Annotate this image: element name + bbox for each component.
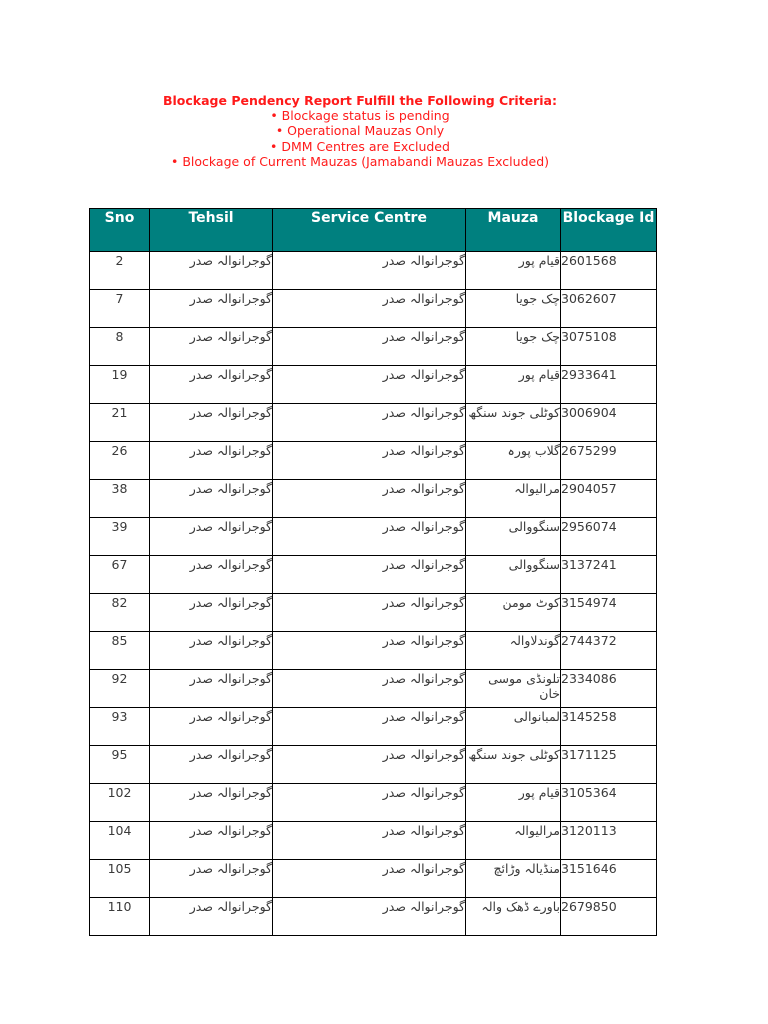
cell-blockage-id: 3154974 xyxy=(561,594,657,632)
table-row xyxy=(90,632,657,670)
cell-mauza: منڈیالہ وڑائچ xyxy=(466,860,561,898)
cell-tehsil: گوجرانوالہ صدر xyxy=(150,594,273,632)
cell-blockage-id: 2904057 xyxy=(561,480,657,518)
cell-blockage-id: 2679850 xyxy=(561,898,657,936)
cell-tehsil: گوجرانوالہ صدر xyxy=(150,290,273,328)
cell-service-centre: گوجرانوالہ صدر xyxy=(273,556,466,594)
cell-sno: 2 xyxy=(90,252,150,290)
cell-mauza: چک جویا xyxy=(466,290,561,328)
table-row xyxy=(90,746,657,784)
cell-tehsil: گوجرانوالہ صدر xyxy=(150,480,273,518)
cell-mauza: قیام پور xyxy=(466,252,561,290)
cell-blockage-id: 2334086 xyxy=(561,670,657,708)
cell-sno: 8 xyxy=(90,328,150,366)
cell-blockage-id: 3151646 xyxy=(561,860,657,898)
table-row xyxy=(90,898,657,936)
cell-sno: 105 xyxy=(90,860,150,898)
cell-service-centre: گوجرانوالہ صدر xyxy=(273,290,466,328)
criteria-item: • Operational Mauzas Only xyxy=(275,123,445,139)
cell-mauza: گوندلاوالہ xyxy=(466,632,561,670)
cell-sno: 92 xyxy=(90,670,150,708)
table-row xyxy=(90,442,657,480)
cell-tehsil: گوجرانوالہ صدر xyxy=(150,860,273,898)
cell-blockage-id: 3120113 xyxy=(561,822,657,860)
table-row xyxy=(90,328,657,366)
table-row xyxy=(90,670,657,708)
table-row xyxy=(90,556,657,594)
cell-tehsil: گوجرانوالہ صدر xyxy=(150,556,273,594)
cell-mauza: سنگووالی xyxy=(466,518,561,556)
cell-service-centre: گوجرانوالہ صدر xyxy=(273,252,466,290)
cell-service-centre: گوجرانوالہ صدر xyxy=(273,594,466,632)
cell-mauza: قیام پور xyxy=(466,366,561,404)
criteria-item: • Blockage of Current Mauzas (Jamabandi Mauzas Excluded) xyxy=(170,153,550,169)
table-row xyxy=(90,480,657,518)
cell-service-centre: گوجرانوالہ صدر xyxy=(273,746,466,784)
cell-mauza: باورے ڈھک والہ xyxy=(466,898,561,936)
criteria-item: • Blockage status is pending xyxy=(270,108,450,124)
cell-tehsil: گوجرانوالہ صدر xyxy=(150,518,273,556)
table-row xyxy=(90,860,657,898)
cell-service-centre: گوجرانوالہ صدر xyxy=(273,860,466,898)
cell-tehsil: گوجرانوالہ صدر xyxy=(150,746,273,784)
cell-blockage-id: 3145258 xyxy=(561,708,657,746)
cell-sno: 7 xyxy=(90,290,150,328)
column-header-tehsil: Tehsil xyxy=(150,209,273,252)
cell-mauza: قیام پور xyxy=(466,784,561,822)
table-row xyxy=(90,784,657,822)
cell-mauza: سنگووالی xyxy=(466,556,561,594)
cell-service-centre: گوجرانوالہ صدر xyxy=(273,822,466,860)
cell-service-centre: گوجرانوالہ صدر xyxy=(273,366,466,404)
cell-tehsil: گوجرانوالہ صدر xyxy=(150,328,273,366)
cell-blockage-id: 3075108 xyxy=(561,328,657,366)
cell-sno: 26 xyxy=(90,442,150,480)
cell-tehsil: گوجرانوالہ صدر xyxy=(150,708,273,746)
cell-blockage-id: 3171125 xyxy=(561,746,657,784)
cell-mauza: لمبانوالی xyxy=(466,708,561,746)
cell-service-centre: گوجرانوالہ صدر xyxy=(273,442,466,480)
cell-blockage-id: 2744372 xyxy=(561,632,657,670)
cell-blockage-id: 3105364 xyxy=(561,784,657,822)
cell-service-centre: گوجرانوالہ صدر xyxy=(273,404,466,442)
cell-tehsil: گوجرانوالہ صدر xyxy=(150,366,273,404)
cell-blockage-id: 2933641 xyxy=(561,366,657,404)
cell-mauza: کوٹلی جوند سنگھ xyxy=(466,404,561,442)
table-row xyxy=(90,404,657,442)
cell-sno: 82 xyxy=(90,594,150,632)
cell-tehsil: گوجرانوالہ صدر xyxy=(150,632,273,670)
cell-blockage-id: 3137241 xyxy=(561,556,657,594)
cell-mauza: تلونڈی موسی خان xyxy=(466,670,561,708)
cell-sno: 104 xyxy=(90,822,150,860)
cell-sno: 39 xyxy=(90,518,150,556)
cell-service-centre: گوجرانوالہ صدر xyxy=(273,670,466,708)
cell-tehsil: گوجرانوالہ صدر xyxy=(150,670,273,708)
criteria-block xyxy=(90,93,630,169)
criteria-heading: Blockage Pendency Report Fulfill the Following Criteria: xyxy=(163,93,557,108)
cell-tehsil: گوجرانوالہ صدر xyxy=(150,252,273,290)
cell-service-centre: گوجرانوالہ صدر xyxy=(273,708,466,746)
cell-sno: 85 xyxy=(90,632,150,670)
cell-sno: 67 xyxy=(90,556,150,594)
table-row xyxy=(90,822,657,860)
cell-sno: 21 xyxy=(90,404,150,442)
column-header-service-centre: Service Centre xyxy=(273,209,466,252)
cell-mauza: مرالیوالہ xyxy=(466,480,561,518)
cell-sno: 95 xyxy=(90,746,150,784)
cell-sno: 110 xyxy=(90,898,150,936)
cell-service-centre: گوجرانوالہ صدر xyxy=(273,328,466,366)
cell-tehsil: گوجرانوالہ صدر xyxy=(150,822,273,860)
cell-service-centre: گوجرانوالہ صدر xyxy=(273,480,466,518)
cell-mauza: گلاب پورہ xyxy=(466,442,561,480)
cell-blockage-id: 3062607 xyxy=(561,290,657,328)
blockage-table xyxy=(89,208,657,936)
cell-sno: 93 xyxy=(90,708,150,746)
cell-service-centre: گوجرانوالہ صدر xyxy=(273,632,466,670)
cell-tehsil: گوجرانوالہ صدر xyxy=(150,404,273,442)
column-header-sno: Sno xyxy=(90,209,150,252)
table-row xyxy=(90,708,657,746)
table-row xyxy=(90,252,657,290)
cell-service-centre: گوجرانوالہ صدر xyxy=(273,518,466,556)
table-row xyxy=(90,518,657,556)
cell-blockage-id: 2956074 xyxy=(561,518,657,556)
cell-mauza: کوٹلی جوند سنگھ xyxy=(466,746,561,784)
cell-mauza: کوٹ مومن xyxy=(466,594,561,632)
cell-sno: 102 xyxy=(90,784,150,822)
criteria-item: • DMM Centres are Excluded xyxy=(270,138,450,154)
cell-blockage-id: 2675299 xyxy=(561,442,657,480)
cell-mauza: مرالیوالہ xyxy=(466,822,561,860)
cell-blockage-id: 3006904 xyxy=(561,404,657,442)
cell-tehsil: گوجرانوالہ صدر xyxy=(150,898,273,936)
column-header-blockage-id: Blockage Id xyxy=(561,209,657,252)
table-header-row xyxy=(90,209,657,252)
column-header-mauza: Mauza xyxy=(466,209,561,252)
cell-blockage-id: 2601568 xyxy=(561,252,657,290)
cell-tehsil: گوجرانوالہ صدر xyxy=(150,784,273,822)
cell-service-centre: گوجرانوالہ صدر xyxy=(273,784,466,822)
table-row xyxy=(90,366,657,404)
cell-mauza: چک جویا xyxy=(466,328,561,366)
cell-sno: 38 xyxy=(90,480,150,518)
cell-sno: 19 xyxy=(90,366,150,404)
table-row xyxy=(90,594,657,632)
cell-service-centre: گوجرانوالہ صدر xyxy=(273,898,466,936)
cell-tehsil: گوجرانوالہ صدر xyxy=(150,442,273,480)
table-row xyxy=(90,290,657,328)
